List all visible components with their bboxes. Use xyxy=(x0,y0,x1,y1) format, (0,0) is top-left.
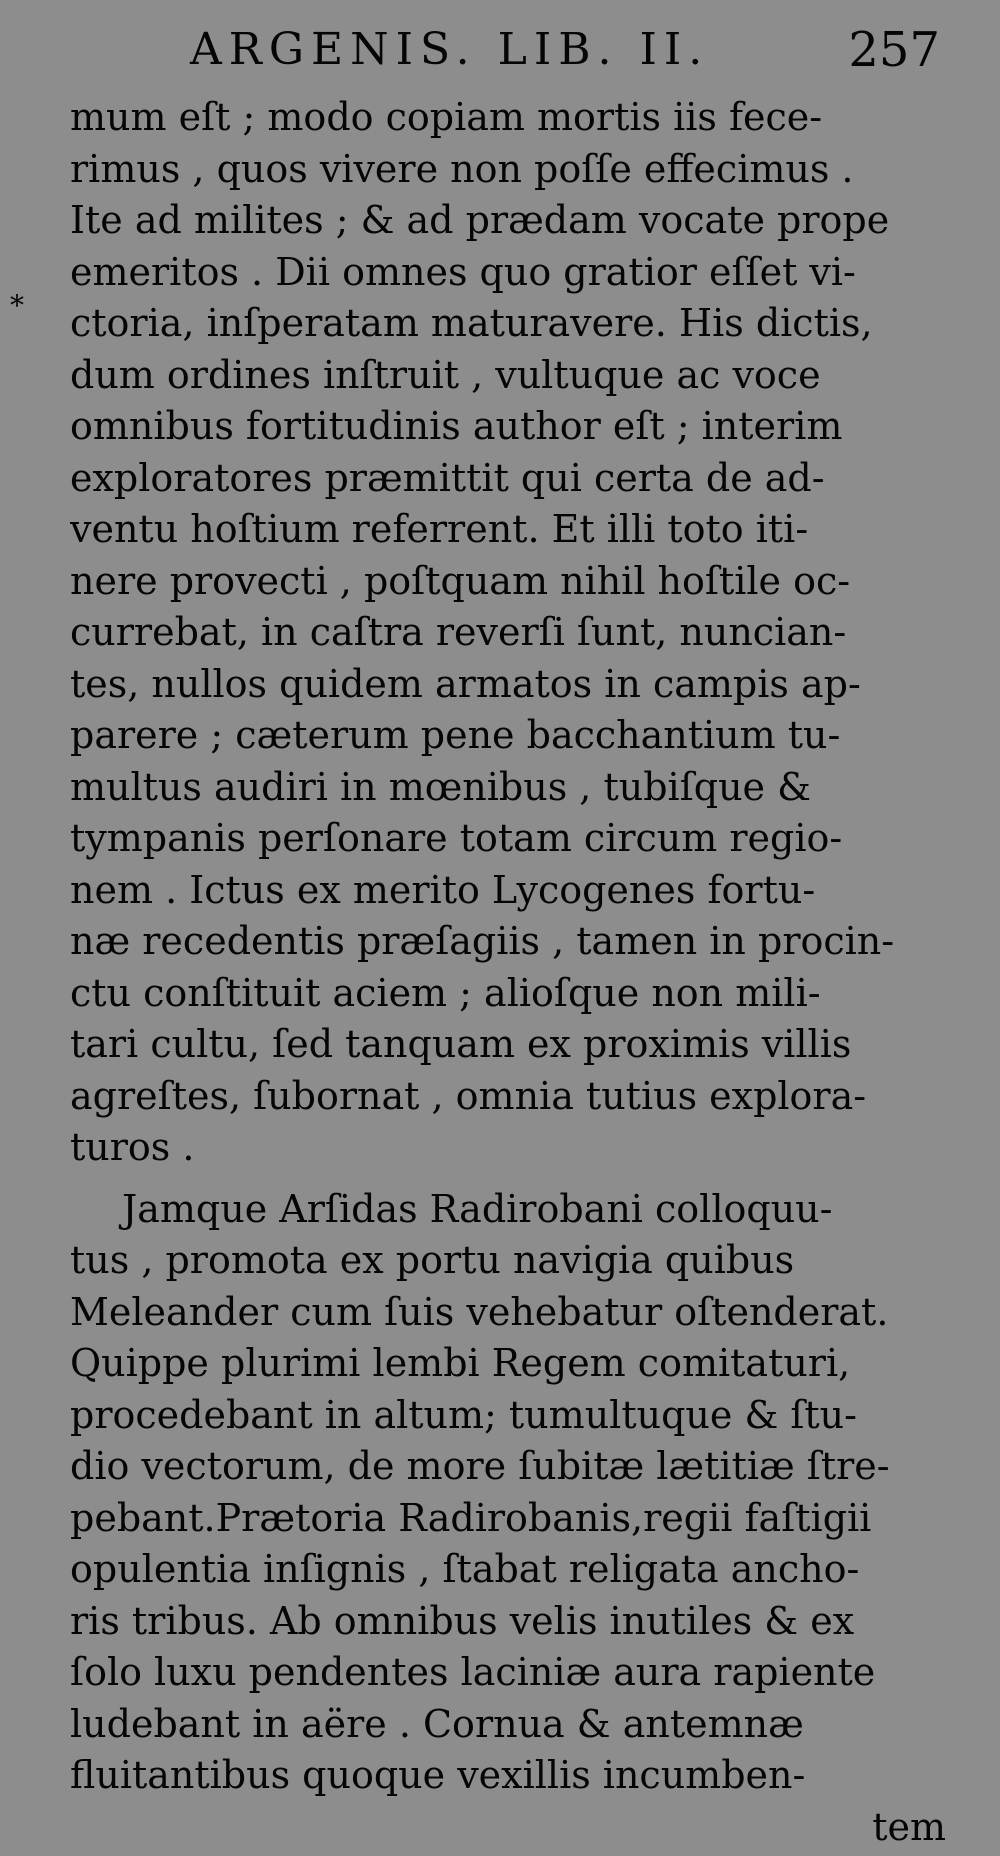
text-line: næ recedentis præſagiis , tamen in procin- xyxy=(70,919,895,963)
text-line: currebat, in caſtra reverſi ſunt, nuncian- xyxy=(70,610,847,654)
text-line: tympanis perſonare totam circum regio- xyxy=(70,816,843,860)
text-line: tes, nullos quidem armatos in campis ap- xyxy=(70,661,861,706)
page-header xyxy=(70,20,940,92)
text-line: dum ordines inſtruit , vultuque ac voce xyxy=(70,352,821,397)
running-head: ARGENIS. LIB. II. xyxy=(190,24,710,75)
text-line: emeritos . Dii omnes quo gratior eſſet vi- xyxy=(70,249,856,294)
text-line: tari cultu, ſed tanquam ex proximis villis xyxy=(70,1022,852,1066)
text-line: nere provecti , poſtquam nihil hoſtile oc- xyxy=(70,558,851,603)
text-line: procedebant in altum; tumultuque & ſtu- xyxy=(70,1392,857,1437)
text-line: multus audiri in mœnibus , tubiſque & xyxy=(70,764,811,809)
text-line: Ite ad milites ; & ad prædam vocate prope xyxy=(70,198,890,242)
text-line: Jamque Arſidas Radirobani colloquu- xyxy=(122,1186,833,1231)
catchword: tem xyxy=(872,1804,946,1849)
text-line: ludebant in aëre . Cornua & antemnæ xyxy=(70,1701,804,1746)
text-line: ctoria, inſperatam maturavere. His dictis, xyxy=(70,301,873,345)
text-line: rimus , quos vivere non poſſe effecimus . xyxy=(70,146,854,191)
paragraph-1 xyxy=(70,92,950,1174)
text-line: turos . xyxy=(70,1125,195,1169)
text-line: dio vectorum, de more ſubitæ lætitiæ ſtre- xyxy=(70,1444,890,1488)
text-line: opulentia inſignis , ſtabat religata ancho- xyxy=(70,1547,860,1591)
paragraph-spacing xyxy=(70,1174,950,1184)
text-line: tus , promota ex portu navigia quibus xyxy=(70,1238,795,1282)
body-text xyxy=(70,92,950,1853)
text-line: ris tribus. Ab omnibus velis inutiles & ex xyxy=(70,1598,855,1643)
page-number: 257 xyxy=(848,22,940,78)
text-line: exploratores præmittit qui certa de ad- xyxy=(70,455,825,500)
text-line: ctu conſtituit aciem ; alioſque non mili- xyxy=(70,970,821,1015)
text-line: pebant.Prætoria Radirobanis,regii faſtigii xyxy=(70,1495,872,1540)
text-line: omnibus fortitudinis author eſt ; interim xyxy=(70,404,843,448)
text-line: ventu hoſtium referrent. Et illi toto iti- xyxy=(70,507,809,551)
text-line: ſolo luxu pendentes laciniæ aura rapiente xyxy=(70,1650,876,1694)
paragraph-2 xyxy=(70,1184,950,1802)
text-line: agreſtes, ſubornat , omnia tutius explora- xyxy=(70,1073,867,1118)
text-line: mum eſt ; modo copiam mortis iis fece- xyxy=(70,95,823,139)
text-line: Meleander cum ſuis vehebatur oſtenderat. xyxy=(70,1289,889,1334)
text-line: parere ; cæterum pene bacchantium tu- xyxy=(70,713,841,757)
text-line: nem . Ictus ex merito Lycogenes fortu- xyxy=(70,867,816,912)
text-line: fluitantibus quoque vexillis incumben- xyxy=(70,1753,806,1797)
text-line: Quippe plurimi lembi Regem comitaturi, xyxy=(70,1341,851,1385)
marginal-mark: * xyxy=(10,289,24,322)
